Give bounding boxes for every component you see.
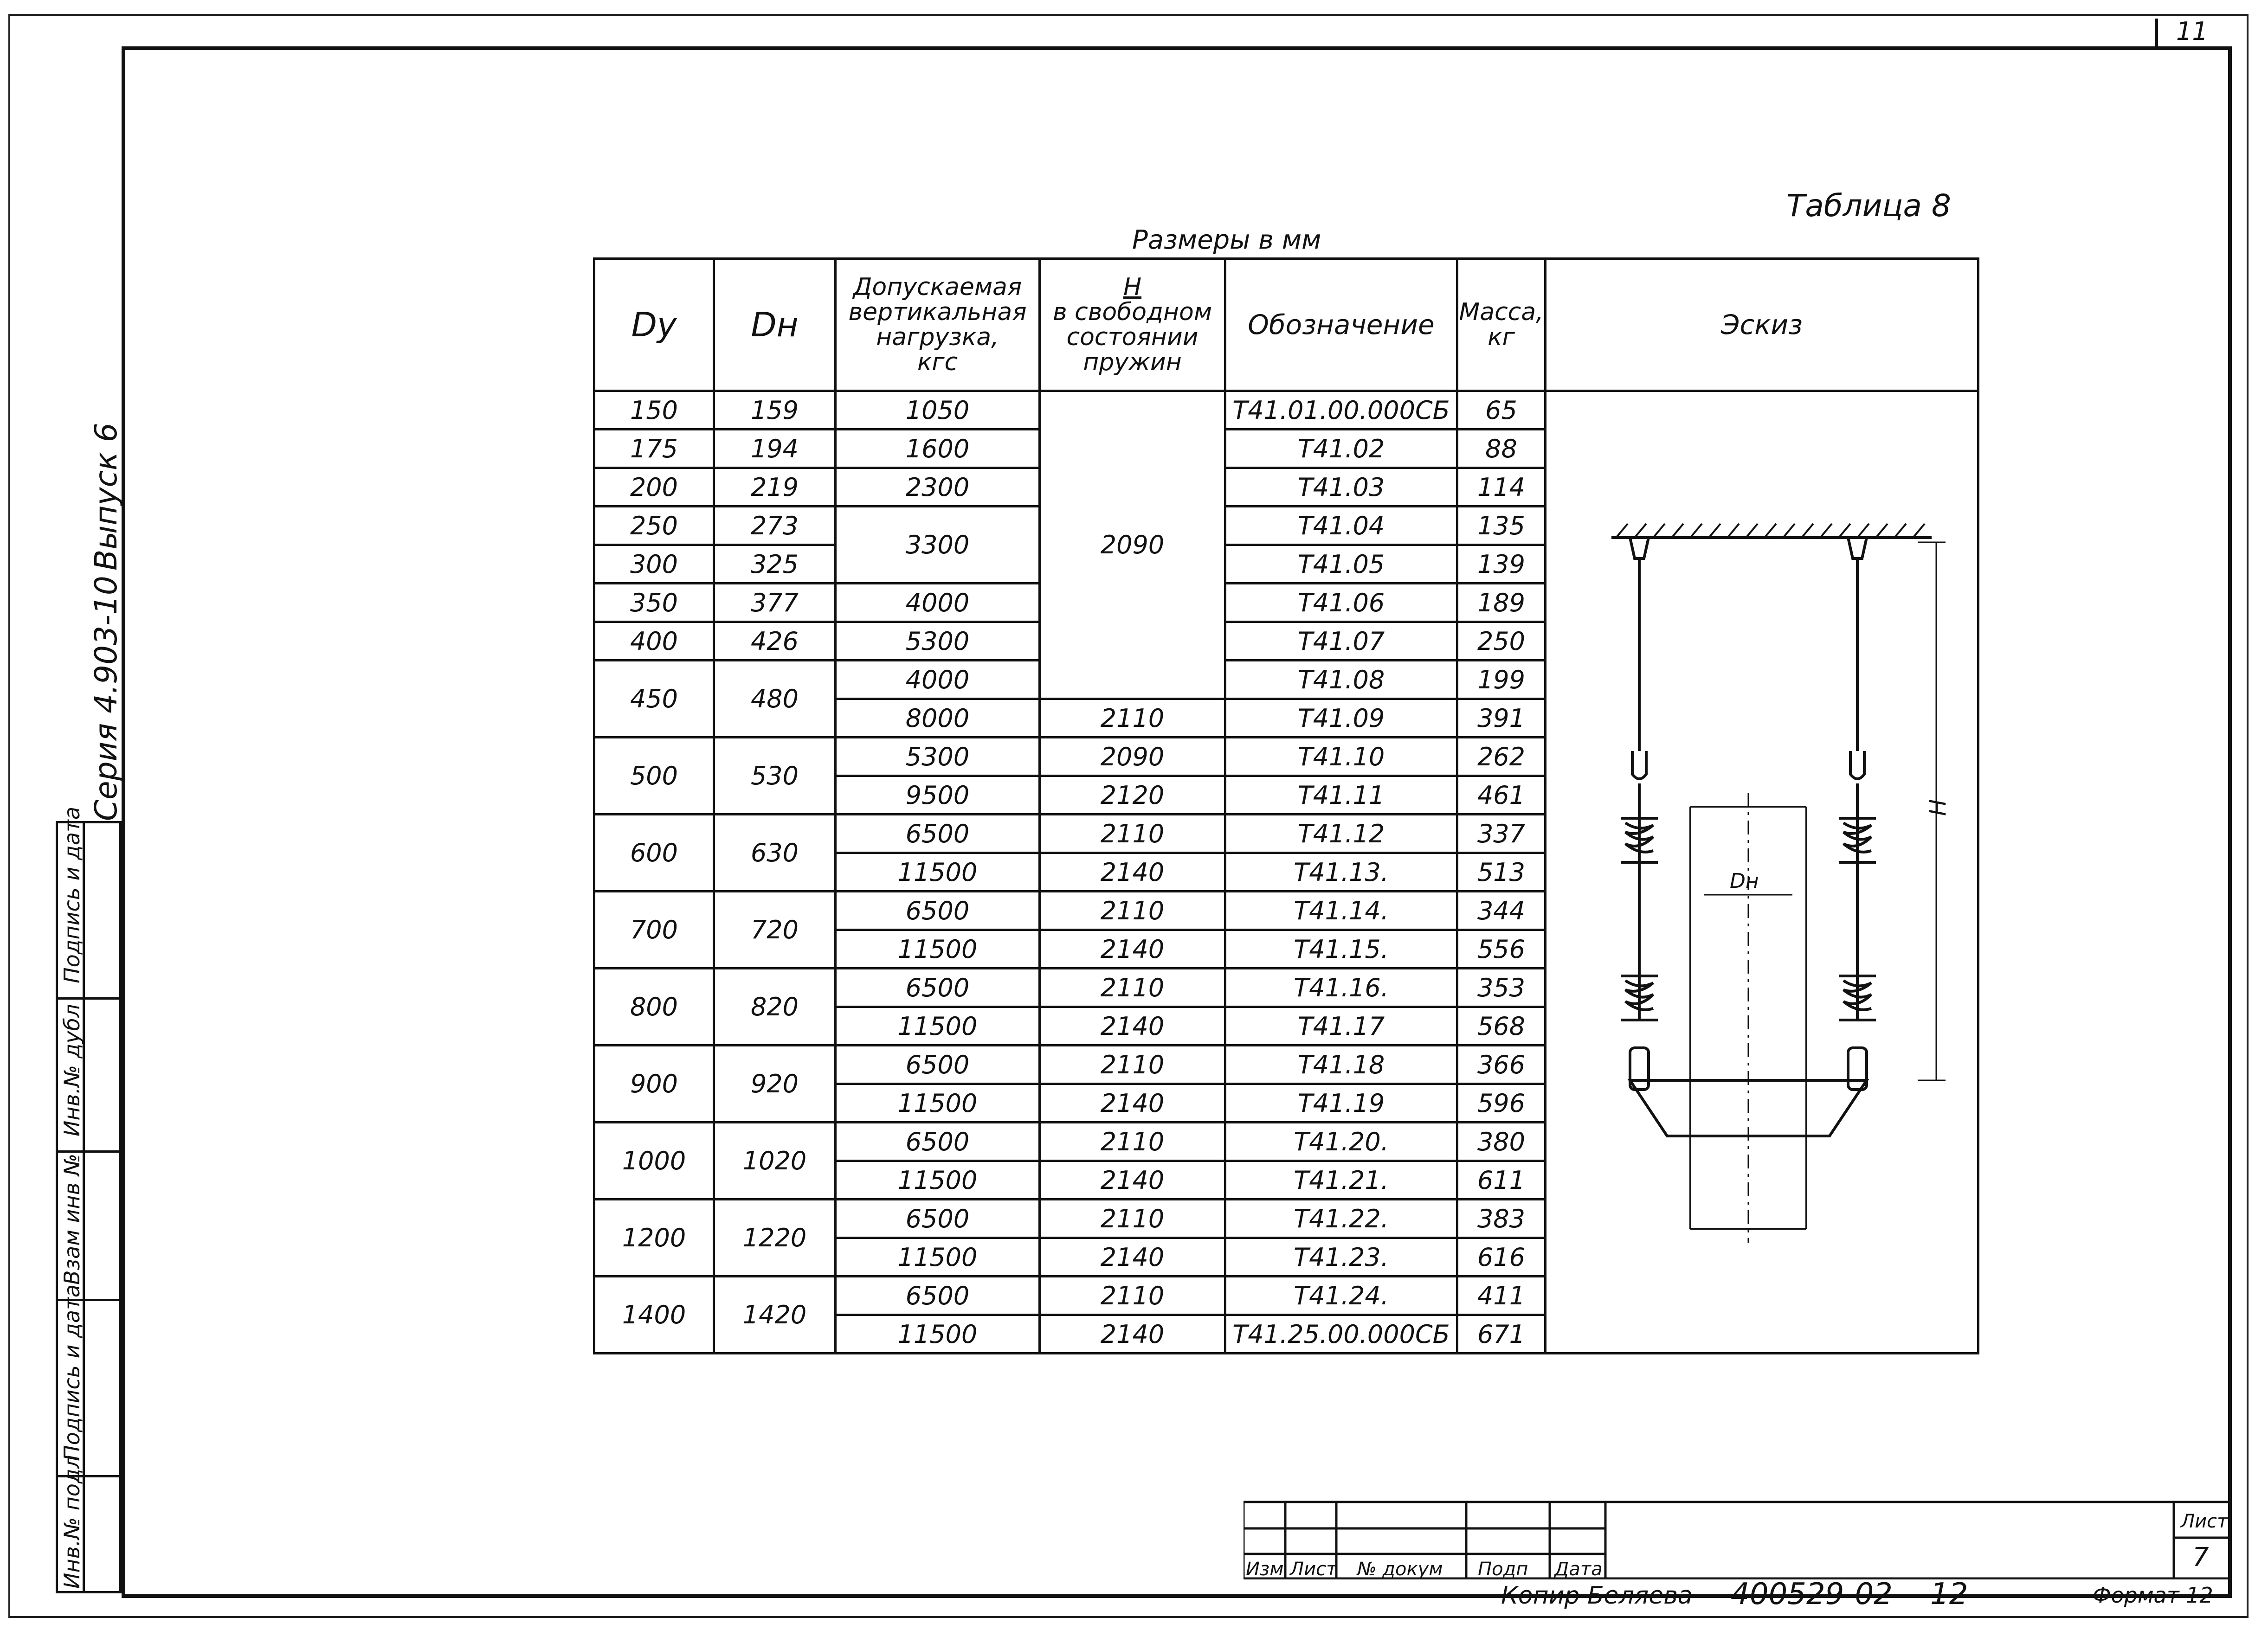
table-row: 800 820 6500 2110 Т41.16. 353 (594, 969, 1978, 1007)
tb-sheet: Лист (1290, 1559, 1337, 1580)
stamp-divider (56, 1150, 122, 1153)
table-row: 11500 2140 Т41.21. 611 (594, 1161, 1978, 1200)
table-row: 11500 2140 Т41.19 596 (594, 1084, 1978, 1123)
table-title: Таблица 8 (1786, 188, 1951, 224)
table-row: 200 219 2300 Т41.03 114 (594, 468, 1978, 507)
table-row: 250 273 3300 Т41.04 135 (594, 507, 1978, 545)
table-row: 1400 1420 6500 2110 Т41.24. 411 (594, 1277, 1978, 1315)
col-mass: Масса, кг (1457, 259, 1546, 391)
tb-rev: Изм (1246, 1559, 1284, 1580)
stamp-sign-date-1: Подпись и дата (59, 806, 84, 983)
stamp-dup-inv: Инв.№ дубл (59, 1004, 84, 1136)
table-row: 1200 1220 6500 2110 Т41.22. 383 (594, 1200, 1978, 1238)
doc-page: 12 (1930, 1577, 1968, 1611)
copied-by: Копир Беляева (1501, 1582, 1693, 1610)
tb-sign: Подп (1478, 1559, 1528, 1580)
col-height: H в свободном состоянии пружин (1040, 259, 1225, 391)
issue-label: Выпуск 6 (88, 423, 124, 571)
table-row: 11500 2140 Т41.15. 556 (594, 930, 1978, 969)
doc-code: 400529-02 (1731, 1577, 1893, 1611)
right-clevis (1850, 751, 1864, 779)
table-row: 600 630 6500 2110 Т41.12 337 (594, 815, 1978, 853)
col-sketch: Эскиз (1546, 259, 1978, 391)
table-row: 11500 2140 Т41.17 568 (594, 1007, 1978, 1046)
table-row: 150 159 1050 2090 Т41.01.00.000СБ 65 H Dн (594, 391, 1978, 430)
sketch-cell (1546, 391, 1978, 1354)
table-row: 175 194 1600 Т41.02 88 (594, 430, 1978, 468)
sheet-format: Формат 12 (2093, 1583, 2213, 1608)
right-mount (1848, 538, 1867, 558)
col-dn: Dн (714, 259, 836, 391)
stamp-divider (56, 997, 122, 1000)
stamp-replace-inv: Взам инв № (59, 1153, 84, 1285)
spec-table (593, 257, 1979, 1354)
stamp-sign-date-2: Подпись и дата (59, 1284, 84, 1461)
tb-date: Дата (1554, 1559, 1603, 1580)
table-row: 500 530 5300 2090 Т41.10 262 (594, 738, 1978, 776)
table-row: 1000 1020 6500 2110 Т41.20. 380 (594, 1123, 1978, 1161)
table-row: 11500 2140 Т41.23. 616 (594, 1238, 1978, 1277)
left-mount (1630, 538, 1649, 558)
dn-label: Dн (1730, 869, 1759, 893)
table-row: 350 377 4000 Т41.06 189 (594, 584, 1978, 622)
col-designation: Обозначение (1225, 259, 1457, 391)
sheet-number: 11 (2176, 17, 2208, 46)
col-dy: Dу (594, 259, 714, 391)
table-row: 300 325 Т41.05 139 (594, 545, 1978, 584)
tb-docnum: № докум (1357, 1559, 1443, 1580)
tb-sheet-label: Лист (2181, 1511, 2228, 1532)
tb-sheet-value: 7 (2192, 1542, 2209, 1572)
h-2090-merged: 2090 (1040, 391, 1225, 699)
table-row: 450 480 4000 Т41.08 199 (594, 661, 1978, 699)
table-row: 700 720 6500 2110 Т41.14. 344 (594, 892, 1978, 930)
table-row: 8000 2110 Т41.09 391 (594, 699, 1978, 738)
series-label: Серия 4.903-10 (88, 576, 124, 821)
units-note: Размеры в мм (1132, 225, 1321, 255)
h-label: H (1925, 799, 1951, 816)
table-row: 900 920 6500 2110 Т41.18 366 (594, 1046, 1978, 1084)
left-clevis (1632, 751, 1646, 779)
table-row: 400 426 5300 Т41.07 250 (594, 622, 1978, 661)
table-row: 11500 2140 Т41.25.00.000СБ 671 (594, 1315, 1978, 1354)
table-row: 9500 2120 Т41.11 461 (594, 776, 1978, 815)
header-row (594, 259, 1978, 391)
stamp-orig-inv: Инв.№ подл (59, 1455, 84, 1589)
hanger-sketch (1546, 398, 1977, 1340)
col-load: Допускаемая вертикальная нагрузка, кгс (836, 259, 1040, 391)
table-row: 11500 2140 Т41.13. 513 (594, 853, 1978, 892)
